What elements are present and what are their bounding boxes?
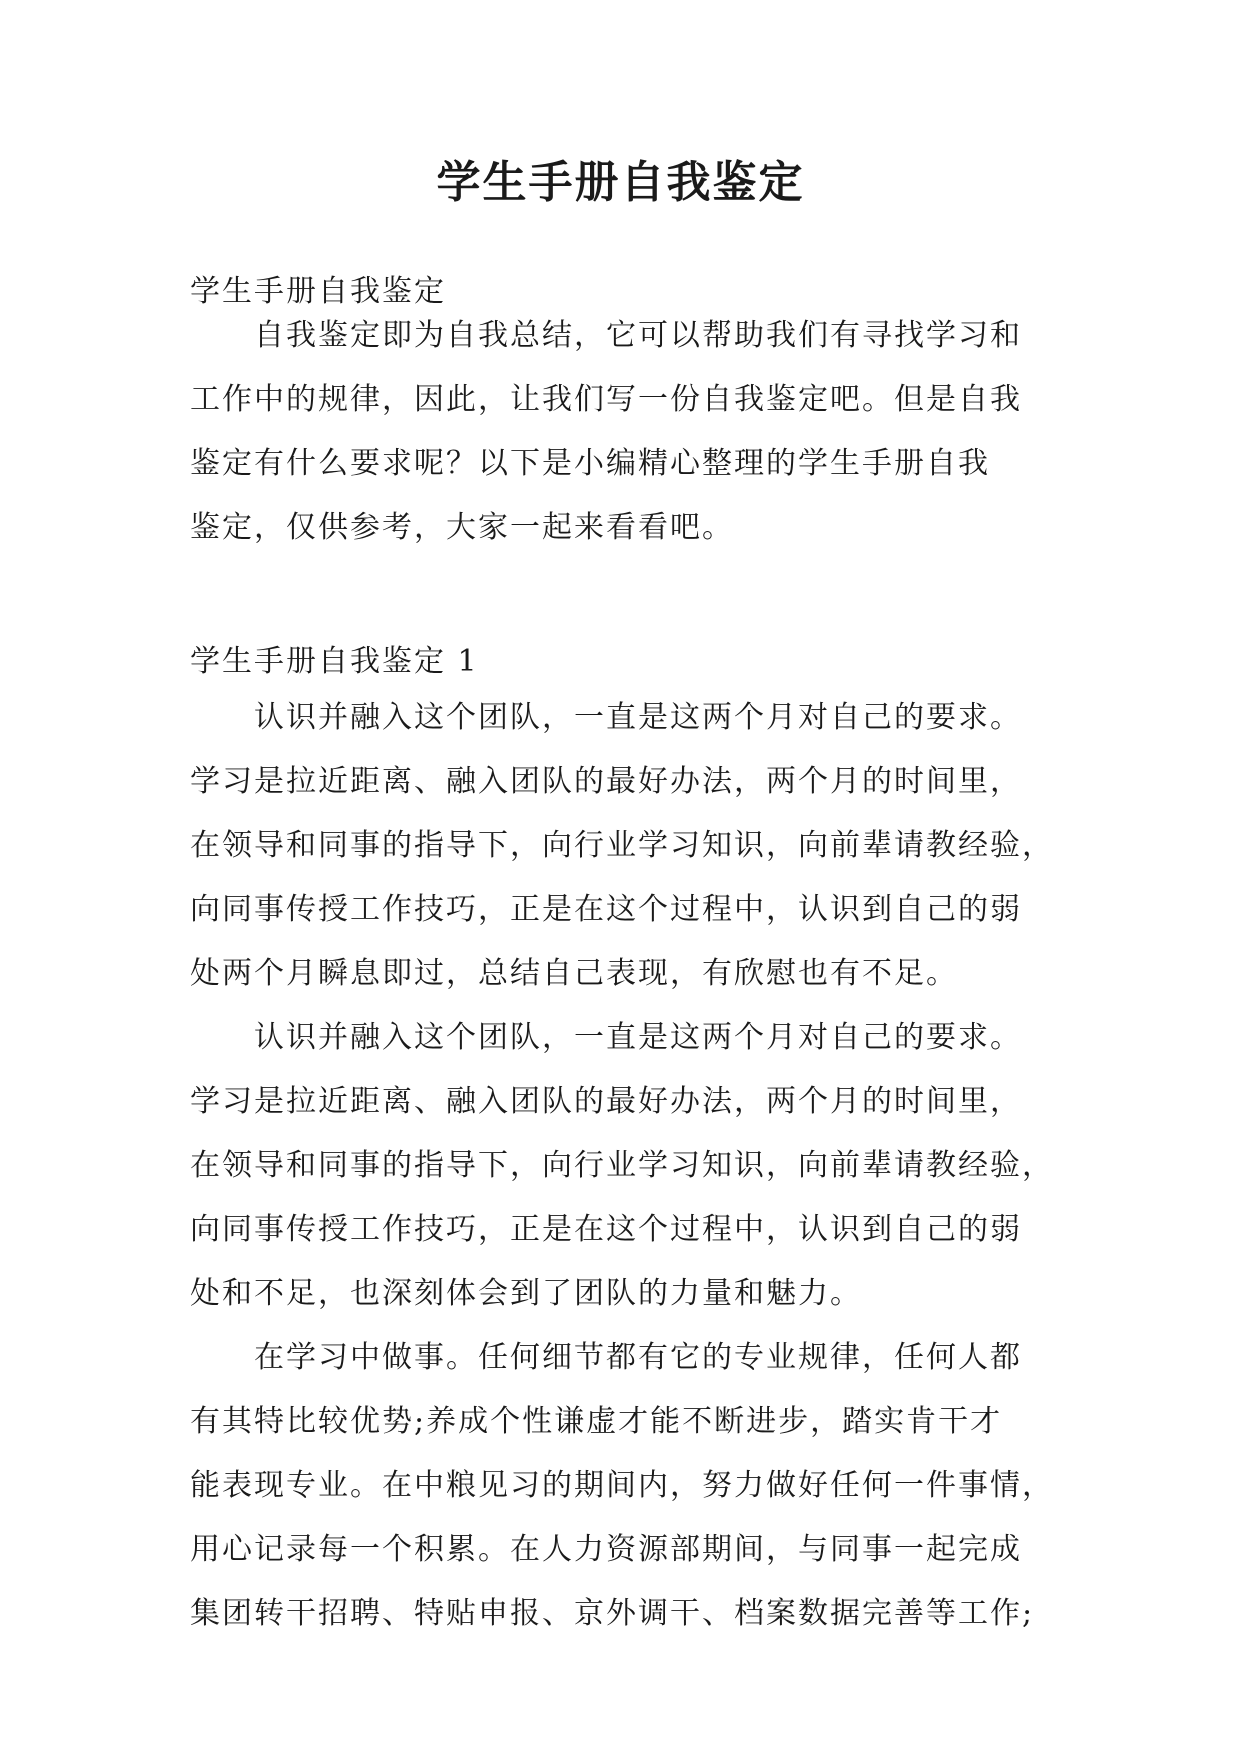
paragraph-3 bbox=[190, 1326, 1060, 1646]
intro-line: 鉴定，仅供参考，大家一起来看看吧。 bbox=[190, 510, 734, 545]
intro-paragraph bbox=[190, 304, 1060, 560]
intro-line: 鉴定有什么要求呢？以下是小编精心整理的学生手册自我 bbox=[190, 446, 990, 481]
paragraph-line: 用心记录每一个积累。在人力资源部期间，与同事一起完成 bbox=[190, 1532, 1022, 1567]
paragraph-line: 向同事传授工作技巧，正是在这个过程中，认识到自己的弱 bbox=[190, 892, 1022, 927]
paragraph-line: 认识并融入这个团队，一直是这两个月对自己的要求。 bbox=[254, 1020, 1022, 1055]
paragraph-line: 在领导和同事的指导下，向行业学习知识，向前辈请教经验， bbox=[190, 1148, 1054, 1183]
paragraph-line: 集团转干招聘、特贴申报、京外调干、档案数据完善等工作; bbox=[190, 1596, 1035, 1631]
paragraph-2 bbox=[190, 1006, 1060, 1326]
paragraph-line: 向同事传授工作技巧，正是在这个过程中，认识到自己的弱 bbox=[190, 1212, 1022, 1247]
intro-line: 工作中的规律，因此，让我们写一份自我鉴定吧。但是自我 bbox=[190, 382, 1022, 417]
paragraph-line: 在领导和同事的指导下，向行业学习知识，向前辈请教经验， bbox=[190, 828, 1054, 863]
paragraph-line: 有其特比较优势;养成个性谦虚才能不断进步，踏实肯干才 bbox=[190, 1404, 1003, 1439]
paragraph-line: 能表现专业。在中粮见习的期间内，努力做好任何一件事情， bbox=[190, 1468, 1054, 1503]
paragraph-line: 在学习中做事。任何细节都有它的专业规律，任何人都 bbox=[254, 1340, 1022, 1375]
section-heading: 学生手册自我鉴定 1 bbox=[190, 644, 479, 679]
paragraph-1 bbox=[190, 686, 1060, 1006]
paragraph-line: 认识并融入这个团队，一直是这两个月对自己的要求。 bbox=[254, 700, 1022, 735]
paragraph-line: 学习是拉近距离、融入团队的最好办法，两个月的时间里， bbox=[190, 764, 1022, 799]
document-title: 学生手册自我鉴定 bbox=[436, 157, 805, 208]
paragraph-line: 处和不足，也深刻体会到了团队的力量和魅力。 bbox=[190, 1276, 862, 1311]
paragraph-line: 学习是拉近距离、融入团队的最好办法，两个月的时间里， bbox=[190, 1084, 1022, 1119]
paragraph-line: 处两个月瞬息即过，总结自己表现，有欣慰也有不足。 bbox=[190, 956, 958, 991]
intro-line: 自我鉴定即为自我总结，它可以帮助我们有寻找学习和 bbox=[254, 318, 1022, 353]
document-subtitle: 学生手册自我鉴定 bbox=[190, 274, 446, 309]
